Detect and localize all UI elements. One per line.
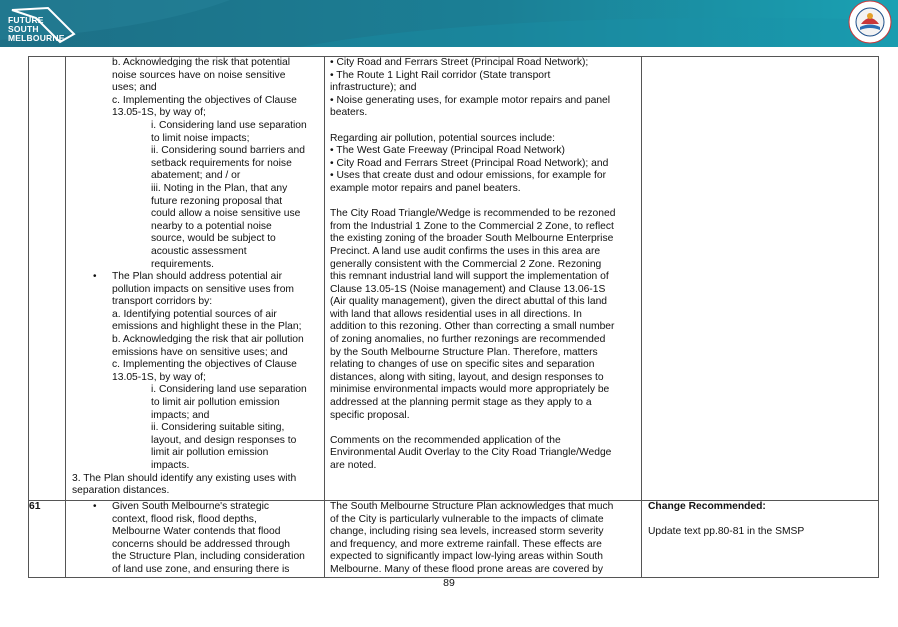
table-row (29, 501, 879, 578)
submission-text-line: the Structure Plan, including consideration (112, 551, 305, 563)
response-text-line (325, 422, 641, 435)
submission-text-line: impacts. (151, 460, 190, 471)
bullet-icon: • (93, 501, 97, 512)
submission-text-line: a. Identifying potential sources of air (112, 308, 277, 320)
response-text-line: example motor repairs and panel beaters. (330, 182, 521, 194)
submission-text-line: 13.05-1S, by way of; (112, 371, 206, 383)
response-text-line: specific proposal. (330, 409, 410, 421)
submission-text-line: ii. Considering suitable siting, (151, 422, 285, 434)
response-text-line: Environmental Audit Overlay to the City Road Triangle/Wedge (330, 447, 612, 459)
logo-line-3: MELBOURNE (8, 33, 65, 43)
submission-text-line: acoustic assessment (151, 245, 247, 257)
response-text-line: (Air quality management), given the direct abuttal of this land (330, 296, 608, 308)
submission-text-line: layout, and design responses to (151, 434, 297, 446)
recommendation-cell (642, 57, 879, 501)
submission-text-line: could allow a noise sensitive use (151, 208, 301, 220)
submission-text-line: impacts; and (151, 409, 210, 421)
recommendation-heading: Change Recommended: (648, 501, 766, 512)
submission-text-line: 13.05-1S, by way of; (112, 107, 206, 119)
submission-text-line: emissions and highlight these in the Plan; (112, 321, 302, 333)
page-number: 89 (443, 577, 455, 589)
row-number: 61 (29, 501, 66, 578)
response-text-line: of the City is particularly vulnerable to the impacts of climate (330, 513, 604, 525)
response-text-line: addition to this rezoning. Other than correcting a small number (330, 321, 615, 333)
response-text-line: • City Road and Ferrars Street (Principal Road Network); (330, 57, 589, 68)
response-text-line: and frequency, and more extreme rainfall. These effects are (330, 538, 602, 550)
submission-text-line: ii. Considering sound barriers and (151, 145, 305, 157)
submission-cell (66, 57, 325, 501)
response-text-line: are noted. (330, 460, 377, 471)
response-text-line: change, including rising sea levels, increased storm severity (330, 526, 604, 538)
response-text-line: Precinct. A land use audit confirms the uses in this area are (330, 245, 601, 257)
submission-text-line: iii. Noting in the Plan, that any (151, 182, 288, 194)
submission-text-line: i. Considering land use separation (151, 119, 307, 131)
submission-text-line: nearby to a potential noise (151, 220, 272, 232)
submission-text-line: b. Acknowledging the risk that air pollution (112, 334, 304, 346)
submission-text-line: separation distances. (72, 485, 170, 497)
submission-text-line: c. Implementing the objectives of Clause (112, 94, 297, 106)
submission-text-line: c. Implementing the objectives of Clause (112, 359, 297, 371)
response-text-line: The City Road Triangle/Wedge is recommended to be rezoned (330, 208, 616, 220)
row-number-cell (29, 57, 66, 501)
response-text-line (325, 196, 641, 209)
logo-line-1: FUTURE (8, 15, 44, 25)
response-text-line: relating to changes of use on specific sites and separation (330, 359, 595, 371)
submission-text-line: source, would be subject to (151, 233, 276, 245)
submission-text-line: transport corridors by: (112, 296, 213, 308)
header-swoosh-graphic (0, 0, 898, 47)
response-text-line: this remnant industrial land will support the implementation of (330, 271, 609, 283)
submission-text-line: to limit air pollution emission (151, 397, 280, 409)
submission-text-line: uses; and (112, 82, 157, 94)
response-text-line: from the Industrial 1 Zone to the Commercial 2 Zone, to reflect (330, 220, 614, 232)
submission-text-line: limit air pollution emission (151, 447, 269, 459)
logo-line-2: SOUTH (8, 24, 39, 34)
response-text-line: Clause 13.05-1S (Noise management) and Clause 13.06-1S (330, 283, 606, 295)
response-text-line: generally consistent with the Commercial 2 Zone. Rezoning (330, 258, 602, 270)
response-cell (325, 501, 642, 578)
submission-text-line: b. Acknowledging the risk that potential (112, 57, 291, 68)
response-cell (325, 57, 642, 501)
response-text-line: • Noise generating uses, for example motor repairs and panel (330, 94, 611, 106)
submission-text-line: context, flood risk, flood depths, (112, 513, 257, 525)
city-of-port-phillip-seal (848, 0, 892, 44)
submission-text-line: The Plan should address potential air • (93, 271, 283, 283)
response-text-line: addressed at the planning permit stage as they apply to a (330, 397, 592, 409)
response-text-line: The South Melbourne Structure Plan acknowledges that much (330, 501, 614, 512)
response-text-line: Regarding air pollution, potential sources include: (330, 132, 555, 144)
response-text-line: of zoning anomalies, no further rezonings are recommended (330, 334, 606, 346)
table-row (29, 57, 879, 501)
submission-text-line: requirements. (151, 258, 214, 270)
response-text-line: by the South Melbourne Structure Plan. Therefore, matters (330, 346, 598, 358)
response-text-line: the existing zoning of the broader South Melbourne Enterprise (330, 233, 614, 245)
bullet-icon: • (93, 271, 97, 283)
submission-text-line: abatement; and / or (151, 170, 241, 182)
response-text-line: • Uses that create dust and odour emissions, for example for (330, 170, 607, 182)
response-text-line: Comments on the recommended application of the (330, 434, 561, 446)
response-text-line: minimise environmental impacts would more appropriately be (330, 384, 610, 396)
submission-text-line: concerns should be addressed through (112, 538, 291, 550)
submission-text-line: setback requirements for noise (151, 157, 292, 169)
seal-icon (848, 0, 892, 44)
response-text-line: beaters. (330, 107, 368, 119)
response-text-line: expected to significantly impact low-lying areas within South (330, 551, 604, 563)
future-south-melbourne-logo (8, 4, 88, 44)
page-header (0, 0, 898, 47)
response-text-line (325, 120, 641, 133)
response-text-line: • The West Gate Freeway (Principal Road Network) (330, 145, 565, 157)
submission-text-line: noise sources have on noise sensitive (112, 69, 286, 81)
response-text-line: infrastructure); and (330, 82, 417, 94)
response-text-line: • The Route 1 Light Rail corridor (State transport (330, 69, 551, 81)
submission-cell (66, 501, 325, 578)
submission-text-line: to limit noise impacts; (151, 132, 250, 144)
response-text-line: Melbourne. Many of these flood prone areas are covered by (330, 563, 604, 575)
submission-text-line: Melbourne Water contends that flood (112, 526, 281, 538)
response-text-line: distances, along with siting, layout, and design responses to (330, 371, 604, 383)
submission-text-line: i. Considering land use separation (151, 384, 307, 396)
submission-text-line: of land use zone, and ensuring there is (112, 563, 290, 575)
response-text-line: • City Road and Ferrars Street (Principal Road Network); and (330, 157, 609, 169)
submission-text-line: future rezoning proposal that (151, 195, 283, 207)
submission-text-line: emissions have on sensitive uses; and (112, 346, 288, 358)
submission-text-line: 3. The Plan should identify any existing uses with (72, 472, 297, 484)
recommendation-text: Update text pp.80-81 in the SMSP (648, 526, 805, 538)
submission-text-line: pollution impacts on sensitive uses from (112, 283, 294, 295)
submission-text-line: Given South Melbourne's strategic • (93, 501, 270, 512)
submissions-table (28, 56, 879, 578)
response-text-line: with land that allows residential uses in all directions. In (330, 308, 582, 320)
recommendation-cell (642, 501, 879, 578)
